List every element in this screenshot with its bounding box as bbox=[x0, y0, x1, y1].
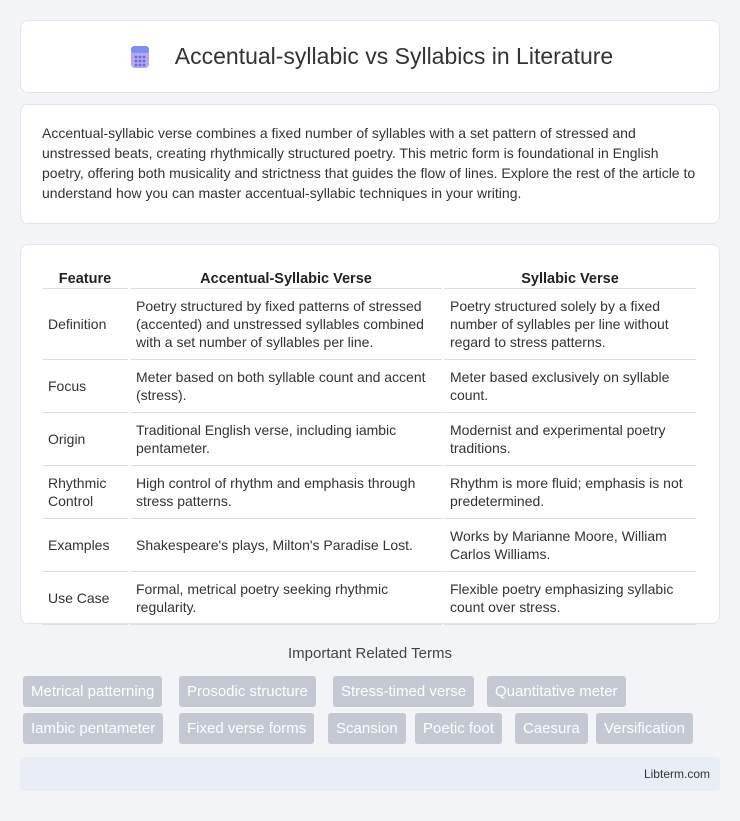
tag-versification[interactable]: Versification bbox=[596, 713, 693, 744]
page-title: Accentual-syllabic vs Syllabics in Literature bbox=[174, 43, 614, 69]
table-row bbox=[42, 466, 696, 519]
table-cell-feature: Origin bbox=[42, 413, 128, 466]
table-cell-feature: Rhythmic Control bbox=[42, 466, 128, 519]
tag-scansion[interactable]: Scansion bbox=[328, 713, 406, 744]
table-cell-syllabic: Poetry structured solely by a fixed number of syllables per line without regard to stress patterns. bbox=[444, 289, 696, 360]
table-cell-accentual: High control of rhythm and emphasis through stress patterns. bbox=[130, 466, 442, 519]
table-cell-syllabic: Rhythm is more fluid; emphasis is not predetermined. bbox=[444, 466, 696, 519]
footer bbox=[20, 757, 720, 791]
intro-card bbox=[20, 104, 720, 224]
table-cell-feature: Use Case bbox=[42, 572, 128, 625]
intro-text: Accentual-syllabic verse combines a fixed number of syllables with a set pattern of stressed and unstressed beats, creating rhythmically structured poetry. This metric form is foundational in English poetry, offering both musicality and strictness that guides the flow of lines. Explore the rest of the article to understand how you can master accentual-syllabic techniques in your writing. bbox=[42, 125, 696, 201]
tag-caesura[interactable]: Caesura bbox=[515, 713, 588, 744]
tag-quantitative-meter[interactable]: Quantitative meter bbox=[487, 676, 626, 707]
table-header-row bbox=[42, 265, 696, 289]
column-header-feature: Feature bbox=[42, 265, 128, 289]
comparison-table bbox=[40, 265, 698, 625]
table-cell-accentual: Poetry structured by fixed patterns of stressed (accented) and unstressed syllables combined with a set number of syllables per line. bbox=[130, 289, 442, 360]
tag-iambic-pentameter[interactable]: Iambic pentameter bbox=[23, 713, 163, 744]
table-row bbox=[42, 413, 696, 466]
tag-poetic-foot[interactable]: Poetic foot bbox=[415, 713, 502, 744]
table-cell-feature: Examples bbox=[42, 519, 128, 572]
table-row bbox=[42, 289, 696, 360]
tag-fixed-verse-forms[interactable]: Fixed verse forms bbox=[179, 713, 314, 744]
table-cell-accentual: Shakespeare's plays, Milton's Paradise Lost. bbox=[130, 519, 442, 572]
header-card bbox=[20, 20, 720, 93]
table-row bbox=[42, 572, 696, 625]
table-cell-syllabic: Meter based exclusively on syllable count. bbox=[444, 360, 696, 413]
table-cell-accentual: Meter based on both syllable count and accent (stress). bbox=[130, 360, 442, 413]
table-row bbox=[42, 519, 696, 572]
table-cell-syllabic: Modernist and experimental poetry traditions. bbox=[444, 413, 696, 466]
table-row bbox=[42, 360, 696, 413]
comparison-table-card bbox=[20, 244, 720, 624]
column-header-syllabic: Syllabic Verse bbox=[444, 265, 696, 289]
table-cell-accentual: Formal, metrical poetry seeking rhythmic regularity. bbox=[130, 572, 442, 625]
tag-prosodic-structure[interactable]: Prosodic structure bbox=[179, 676, 316, 707]
related-terms-title: Important Related Terms bbox=[288, 645, 452, 662]
tag-stress-timed-verse[interactable]: Stress-timed verse bbox=[333, 676, 474, 707]
column-header-accentual-syllabic: Accentual-Syllabic Verse bbox=[130, 265, 442, 289]
footer-site-link[interactable]: Libterm.com bbox=[643, 767, 710, 781]
table-cell-syllabic: Works by Marianne Moore, William Carlos Williams. bbox=[444, 519, 696, 572]
tag-metrical-patterning[interactable]: Metrical patterning bbox=[23, 676, 162, 707]
table-cell-feature: Definition bbox=[42, 289, 128, 360]
table-cell-accentual: Traditional English verse, including iambic pentameter. bbox=[130, 413, 442, 466]
table-cell-feature: Focus bbox=[42, 360, 128, 413]
table-cell-syllabic: Flexible poetry emphasizing syllabic count over stress. bbox=[444, 572, 696, 625]
calculator-icon bbox=[127, 44, 153, 70]
